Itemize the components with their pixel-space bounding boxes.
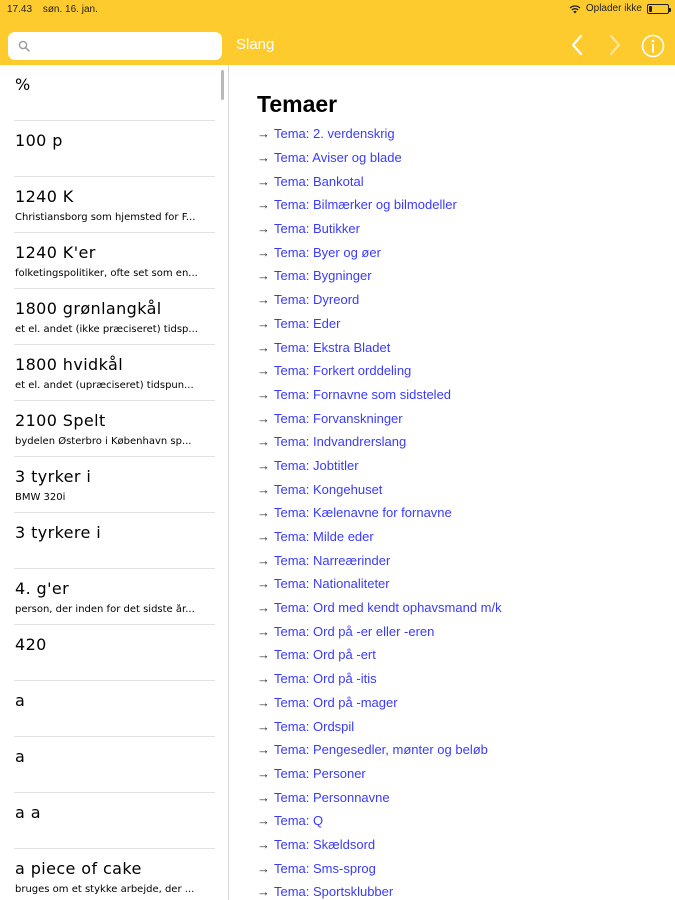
topic-link[interactable] [257,833,502,857]
topic-link[interactable] [257,359,502,383]
info-icon [641,34,665,58]
list-item[interactable] [14,849,215,900]
charging-status: Oplader ikke [585,3,642,14]
list-item[interactable] [14,625,215,681]
topic-label[interactable]: Tema: Pengesedler, mønter og beløb [274,742,488,758]
topic-link[interactable] [257,738,502,762]
arrow-right-icon: → [257,244,270,260]
topic-label[interactable]: Tema: Forvanskninger [274,410,403,426]
entry-word: 100 p [15,131,63,150]
list-item[interactable] [14,737,215,793]
nav-title: Slang [236,36,275,53]
topic-link[interactable] [257,383,502,407]
entry-word: 1240 K [15,187,74,206]
entry-definition: bruges om et stykke arbejde, der ... [15,884,195,895]
entry-word: 1240 K'er [15,243,96,262]
entry-word: 1800 hvidkål [15,355,124,374]
list-item[interactable] [14,569,215,625]
topic-link[interactable] [257,169,502,193]
topic-label[interactable]: Tema: Ord på -er eller -eren [274,623,435,639]
list-item[interactable] [14,345,215,401]
arrow-right-icon: → [257,339,270,355]
topic-link[interactable] [257,596,502,620]
arrow-right-icon: → [257,671,270,687]
topic-label[interactable]: Tema: Ordspil [274,718,355,734]
topic-link[interactable] [257,714,502,738]
list-item[interactable] [14,233,215,289]
topic-link[interactable] [257,406,502,430]
arrow-right-icon: → [257,813,270,829]
topic-label[interactable]: Tema: Byer og øer [274,244,381,260]
arrow-right-icon: → [257,765,270,781]
topic-link[interactable] [257,288,502,312]
entry-word: 4. g'er [15,579,70,598]
topic-link[interactable] [257,548,502,572]
list-item[interactable] [14,793,215,849]
entry-definition: et el. andet (upræciseret) tidspun... [15,380,194,391]
info-button[interactable] [641,34,665,58]
arrow-right-icon: → [257,457,270,473]
topic-label[interactable]: Tema: Sms-sprog [274,860,376,876]
entry-word: 2100 Spelt [15,411,106,430]
topic-label[interactable]: Tema: Indvandrerslang [274,434,407,450]
arrow-right-icon: → [257,718,270,734]
battery-fill [649,6,652,12]
topic-label[interactable]: Tema: Bankotal [274,173,364,189]
topic-label[interactable]: Tema: Ord på -itis [274,671,377,687]
entry-word: a [15,691,26,710]
main-content [230,65,675,900]
topic-link[interactable] [257,240,502,264]
topic-link[interactable] [257,312,502,336]
topic-label[interactable]: Tema: Nationaliteter [274,576,390,592]
entry-definition: Christiansborg som hjemsted for F... [15,212,196,223]
entry-word: 420 [15,635,47,654]
topic-label[interactable]: Tema: Sportsklubber [274,884,394,900]
topic-label[interactable]: Tema: Aviser og blade [274,150,402,166]
arrow-right-icon: → [257,742,270,758]
forward-button[interactable] [603,32,627,58]
arrow-right-icon: → [257,647,270,663]
arrow-right-icon: → [257,481,270,497]
status-date: søn. 16. jan. [42,4,98,15]
arrow-right-icon: → [257,860,270,876]
topic-label[interactable]: Tema: Ord med kendt ophavsmand m/k [274,600,502,616]
arrow-right-icon: → [257,694,270,710]
topic-label[interactable]: Tema: Skældsord [274,836,376,852]
topic-link[interactable] [257,477,502,501]
list-item[interactable] [14,681,215,737]
arrow-right-icon: → [257,505,270,521]
chevron-left-icon [570,34,584,56]
arrow-right-icon: → [257,292,270,308]
arrow-right-icon: → [257,576,270,592]
topic-label[interactable]: Tema: Fornavne som sidsteled [274,386,452,402]
entry-definition: et el. andet (ikke præciseret) tidsp... [15,324,198,335]
entry-definition: person, der inden for det sidste år... [15,604,195,615]
entry-definition: folketingspolitiker, ofte set som en... [15,268,198,279]
topic-link[interactable] [257,856,502,880]
arrow-right-icon: → [257,600,270,616]
entry-definition: BMW 320i [15,492,66,503]
arrow-right-icon: → [257,126,270,142]
arrow-right-icon: → [257,386,270,402]
sidebar-word-list[interactable] [0,65,229,900]
topic-label[interactable]: Tema: Jobtitler [274,457,359,473]
topic-link[interactable] [257,809,502,833]
topic-label[interactable]: Tema: Milde eder [274,529,374,545]
topic-label[interactable]: Tema: Ord på -mager [274,694,398,710]
entry-word: a [15,747,26,766]
topic-link[interactable] [257,335,502,359]
status-bar [0,0,675,20]
topic-link[interactable] [257,525,502,549]
back-button[interactable] [565,32,589,58]
topic-link[interactable] [257,880,502,900]
entry-word: 3 tyrker i [15,467,92,486]
battery-icon [647,4,669,14]
list-item[interactable] [14,121,215,177]
page-title: Temaer [257,91,338,117]
arrow-right-icon: → [257,836,270,852]
arrow-right-icon: → [257,221,270,237]
topic-label[interactable]: Tema: Personnavne [274,789,390,805]
topic-label[interactable]: Tema: Kongehuset [274,481,383,497]
list-item[interactable] [14,457,215,513]
list-item[interactable] [14,513,215,569]
search-box[interactable] [8,32,222,60]
topic-link[interactable] [257,667,502,691]
arrow-right-icon: → [257,434,270,450]
arrow-right-icon: → [257,173,270,189]
entry-definition: bydelen Østerbro i København sp... [15,436,192,447]
topic-link[interactable] [257,572,502,596]
arrow-right-icon: → [257,150,270,166]
topic-link[interactable] [257,217,502,241]
topic-label[interactable]: Tema: Dyreord [274,292,360,308]
topic-link[interactable] [257,619,502,643]
wifi-icon [569,4,581,14]
arrow-right-icon: → [257,410,270,426]
list-item[interactable] [14,177,215,233]
status-time: 17.43 [7,4,33,15]
list-item[interactable] [14,65,215,121]
topic-label[interactable]: Tema: Narreærinder [274,552,391,568]
arrow-right-icon: → [257,623,270,639]
search-input[interactable] [36,36,216,56]
scroll-indicator[interactable] [221,70,224,100]
entry-word: % [15,75,31,94]
search-icon [18,40,30,52]
topic-label[interactable]: Tema: Eder [274,315,341,331]
topic-link[interactable] [257,454,502,478]
topic-link[interactable] [257,430,502,454]
list-item[interactable] [14,401,215,457]
topic-list [257,122,502,900]
topic-label[interactable]: Tema: Butikker [274,221,360,237]
topic-label[interactable]: Tema: Q [274,813,324,829]
topic-link[interactable] [257,762,502,786]
status-right [569,3,669,14]
status-left [7,4,106,15]
arrow-right-icon: → [257,363,270,379]
arrow-right-icon: → [257,315,270,331]
topic-link[interactable] [257,264,502,288]
topic-label[interactable]: Tema: Kælenavne for fornavne [274,505,452,521]
entry-word: 3 tyrkere i [15,523,102,542]
topic-label[interactable]: Tema: Ekstra Bladet [274,339,391,355]
chevron-right-icon [608,34,622,56]
arrow-right-icon: → [257,884,270,900]
topic-label[interactable]: Tema: Forkert orddeling [274,363,412,379]
topic-link[interactable] [257,146,502,170]
arrow-right-icon: → [257,552,270,568]
topic-link[interactable] [257,691,502,715]
topic-label[interactable]: Tema: Personer [274,765,366,781]
list-item[interactable] [14,289,215,345]
entry-word: a a [15,803,41,822]
entry-word: 1800 grønlangkål [15,299,162,318]
topic-label[interactable]: Tema: Bygninger [274,268,372,284]
arrow-right-icon: → [257,529,270,545]
topic-label[interactable]: Tema: 2. verdenskrig [274,126,395,142]
arrow-right-icon: → [257,789,270,805]
entry-word: a piece of cake [15,859,142,878]
topic-link[interactable] [257,785,502,809]
topic-link[interactable] [257,122,502,146]
topic-link[interactable] [257,193,502,217]
topic-label[interactable]: Tema: Ord på -ert [274,647,376,663]
topic-label[interactable]: Tema: Bilmærker og bilmodeller [274,197,457,213]
topic-link[interactable] [257,643,502,667]
nav-bar [0,20,675,65]
arrow-right-icon: → [257,197,270,213]
topic-link[interactable] [257,501,502,525]
arrow-right-icon: → [257,268,270,284]
